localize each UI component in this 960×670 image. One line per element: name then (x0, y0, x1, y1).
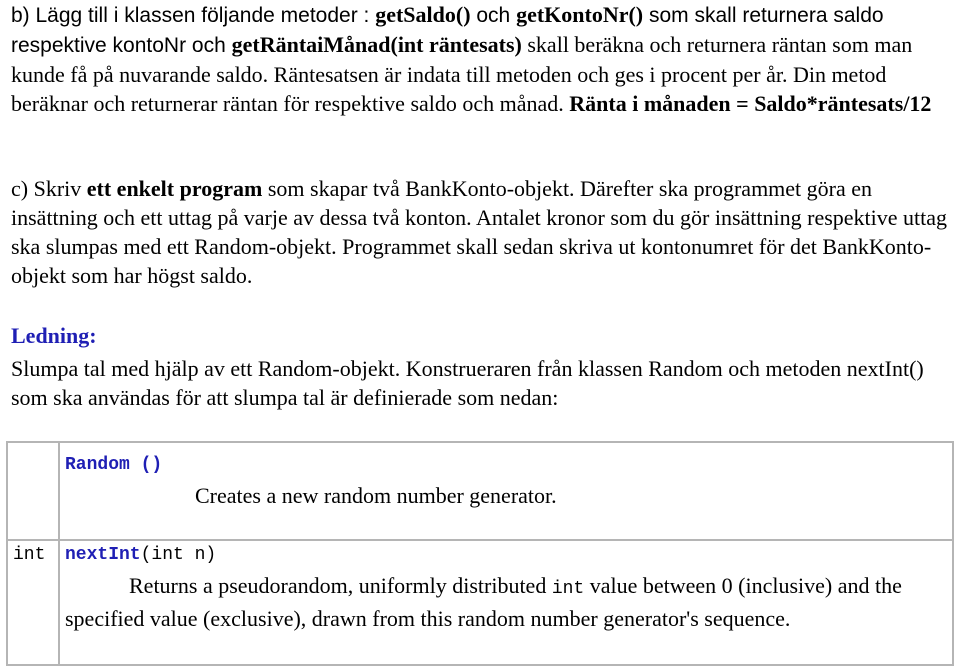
section-b-and: och (470, 4, 517, 27)
section-b-text2: skall beräkna och returnera räntan som man kunde få på nuvarande saldo. Räntesatsen är indata till metoden och ges i procent per år. Din metod beräknar och returnerar räntan för respektive saldo och månad. (11, 32, 913, 116)
section-c-rest: som skapar två BankKonto-objekt. Därefter ska programmet göra en insättning och ett uttag på varje av dessa två konton. Antalet kronor som du gör insättning respektive uttag ska slumpas med ett Random-objekt. Programmet skall sedan skriva ut kontonumret för det BankKonto-objekt som har högst saldo. (11, 176, 948, 288)
method-description-part1: Returns a pseudorandom, uniformly distributed (129, 573, 552, 598)
section-b-lead: b) Lägg till i klassen följande metoder : (11, 4, 376, 27)
method-getkontonr: getKontoNr() (516, 2, 644, 27)
method-description (65, 571, 945, 633)
table-row (8, 541, 952, 664)
modifier-cell (8, 541, 60, 664)
method-signature (65, 545, 216, 565)
section-b-text1: som skall returnera saldo respektive kontoNr och (11, 4, 884, 57)
modifier-cell (8, 443, 60, 539)
method-description-part2: value between 0 (inclusive) and the specified value (exclusive), drawn from this random number generator's sequence. (65, 573, 902, 631)
method-name: nextInt (65, 545, 141, 565)
interest-formula: Ränta i månaden = Saldo*räntesats/12 (569, 91, 932, 116)
section-c-bold: ett enkelt program (86, 176, 263, 201)
table-row (8, 443, 952, 541)
ledning-text: Slumpa tal med hjälp av ett Random-objekt. Konstrueraren från klassen Random och metoden nextInt() som ska användas för att slumpa tal är definierade som nedan: (11, 356, 924, 410)
section-b-paragraph (11, 0, 956, 118)
api-method-table (6, 441, 954, 666)
constructor-params: () (129, 455, 163, 475)
ledning-heading: Ledning: (11, 323, 97, 348)
section-c-lead: c) Skriv (11, 176, 87, 201)
inline-code-int: int (551, 579, 585, 599)
return-type: int (13, 545, 46, 565)
constructor-signature (65, 455, 162, 475)
section-c-paragraph (11, 174, 956, 290)
method-getrantaimanad: getRäntaiMånad(int räntesats) (231, 32, 522, 57)
method-params: (int n) (140, 545, 217, 565)
method-getsaldo: getSaldo() (375, 2, 471, 27)
constructor-name: Random (65, 455, 130, 475)
constructor-description: Creates a new random number generator. (195, 483, 557, 508)
